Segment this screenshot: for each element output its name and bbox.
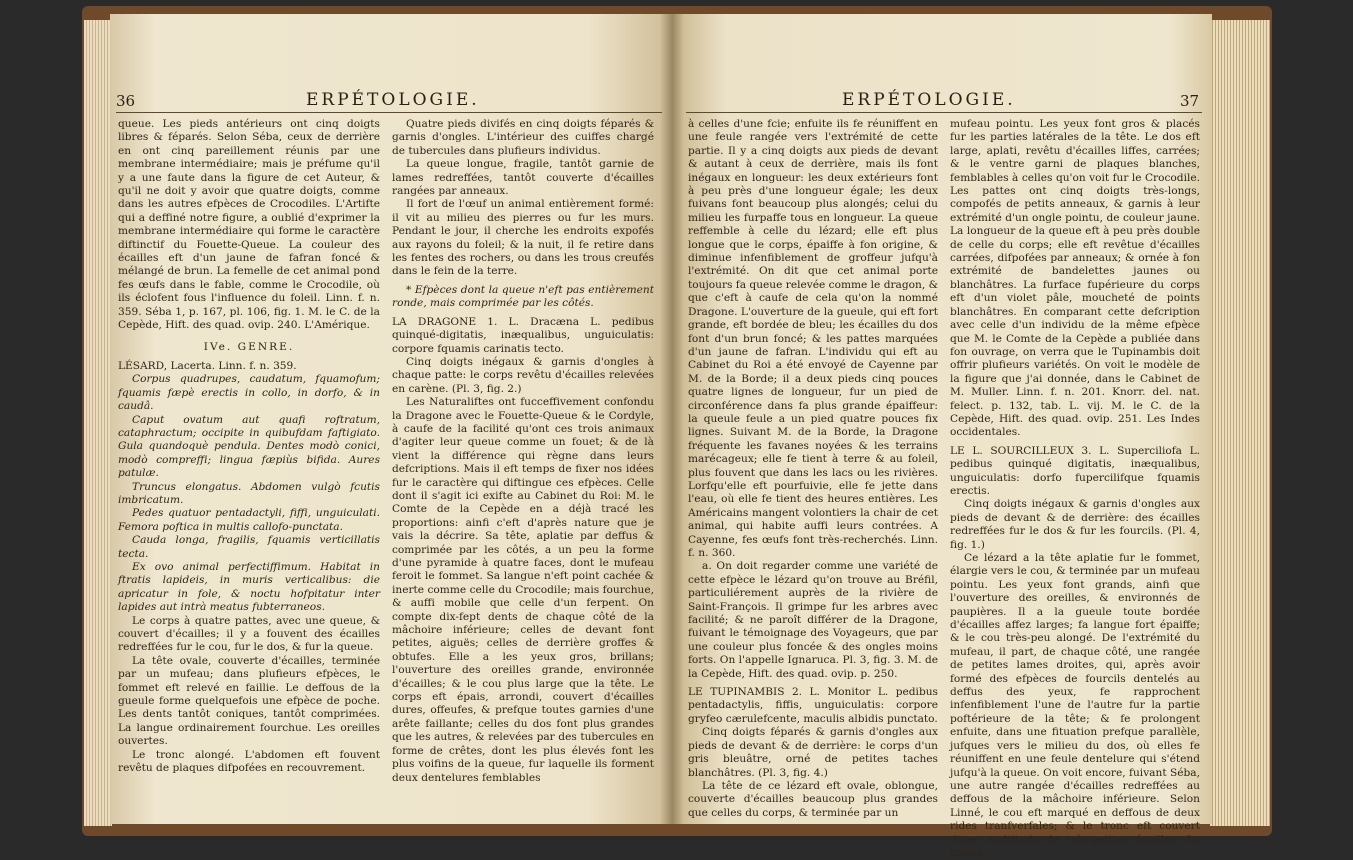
paragraph: Cinq doigts inégaux & garnis d'ongles à chaque patte: le corps revêtu d'écailles relevées en carène. (Pl. 3, fig. 2.) [392,355,654,395]
latin-paragraph: Caput ovatum aut quafi roftratum, cataphractum; occipite in quibufdam faftigiato. Gula quandoquè pendula. Dentes modò conici, modò compreffi; lingua fæpiùs bifida. Aures patulæ. [118,413,380,480]
species-heading: LE L. SOURCILLEUX 3. L. Superciliofa L. pedibus quinqué digitatis, inæqualibus, unguiculatis: dorfo fupercilifque fquamis erectis. [950,444,1200,497]
latin-paragraph: Corpus quadrupes, caudatum, fquamofum; fquamis fæpè erectis in collo, in dorfo, & in caudâ. [118,373,380,413]
left-page [110,14,672,824]
left-page-column-1 [118,118,380,776]
running-head-right: ERPÉTOLOGIE. [842,90,1016,110]
paragraph: La queue longue, fragile, tantôt garnie de lames redreffées, tantôt couverte d'écailles rangées par anneaux. [392,158,654,198]
section-note: * Efpèces dont la queue n'eft pas entièrement ronde, mais comprimée par les côtés. [392,283,654,310]
latin-paragraph: Ex ovo animal perfectiffimum. Habitat in ftratis lapideis, in muris verticalibus: die apricatur in fole, & noctu hofpitatur inter lapides aut intrà meatus fubterraneos. [118,561,380,614]
right-page-column-2 [950,118,1200,860]
left-page-edges [84,20,112,826]
paragraph: à celles d'une fcie; enfuite ils fe réuniffent en une feule rangée vers l'extrémité de cette partie. Il y a cinq doigts aux pieds de devant & autant à ceux de derrière, mais ils font inégaux en longueur: les deux extérieurs font à peu près d'une longueur égale; les deux fuivans font beaucoup plus alongés; celui du milieu les furpaffe tous en longueur. La queue reffemble à celle du lézard; elle eft plus longue que le corps, épaiffe à fon origine, & diminue infenfiblement de groffeur jufqu'à l'extrémité. On dit que cet animal porte toujours fa queue relevée comme le dragon, & que c'eft à caufe de cela qu'on la nommé Dragone. L'ouverture de la gueule, qui eft fort grande, eft bordée de bleu; les écailles du dos font d'un brun foncé; & les pattes marquées d'un jaune de fafran. L'individu qui eft au Cabinet du Roi a été envoyé de Cayenne par M. de la Borde; il a deux pieds cinq pouces quatre lignes de longueur, fur un pied de circonférence dans fa plus grande épaiffeur: la queule feule a un pied quatre pouces fix lignes. Suivant M. de la Borde, la Dragone fréquente les favanes noyées & les terrains marécageux; elle fe tient à terre & au foleil, plus fouvent que dans les lacs ou les rivières. Lorfqu'elle eft pourfuivie, elle fe jette dans l'eau, où elle fe tient des heures entières. Les Américains mangent volontiers la chair de cet animal, qui habite auffi leurs contrées. A Cayenne, fes œufs font très-recherchés. Linn. f. n. 360. [688,118,939,559]
genus-title: LÉSARD, Lacerta. Linn. f. n. 359. [118,359,297,372]
right-page-column-1 [688,118,938,820]
paragraph: queue. Les pieds antérieurs ont cinq doigts libres & féparés. Selon Séba, ceux de derrière en ont cinq pareillement réunis par une membrane intermédiaire; mais je préfume qu'il y a une faute dans la figure de cet Auteur, & qu'il ne doit y avoir que quatre doigts, comme dans les autres efpèces de Crocodiles. L'Artifte qui a deffiné notre figure, a oublié d'exprimer la membrane intermédiaire qui forme le caractère diftinctif du Fouette-Queue. La couleur des écailles eft d'un jaune de fafran foncé & mélangé de brun. La femelle de cet animal pond fes œufs dans le fable, comme le Crocodile, où ils éclofent fous l'influence du foleil. Linn. f. n. 359. Séba 1, p. 167, pl. 106, fig. 1. M. le C. de la Cepède, Hift. des quad. ovip. 240. L'Amérique. [118,118,380,332]
right-page-edges [1210,20,1270,826]
header-rule-right [686,112,1202,113]
header-rule-left [116,112,662,113]
latin-paragraph: Cauda longa, fragilis, fquamis verticillatis tecta. [118,534,380,560]
species-heading: LE TUPINAMBIS 2. L. Monitor L. pedibus pentadactylis, fiffis, unguiculatis: corpore gryfeo cærulefcente, maculis albidis punctato. [688,686,938,725]
latin-paragraph: Truncus elongatus. Abdomen vulgò fcutis imbricatum. [118,480,380,506]
paragraph: a. On doit regarder comme une variété de cette efpèce le lézard qu'on trouve au Bréfil, particuliérement auprès de la rivière de Saint-François. Il grimpe fur les arbres avec facilité; & ne paroît différer de la Dragone, fuivant le témoignage des Voyageurs, que par une couleur plus foncée & des ongles moins forts. On l'appelle Ignaruca. Pl. 3, fig. 3. M. de la Cepède, Hift. des quad. ovip. p. 250. [688,560,938,680]
paragraph: Les Naturaliftes ont fucceffivement confondu la Dragone avec le Fouette-Queue & le Cordyle, à caufe de la facilité qu'ont ces trois animaux d'agiter leur queue comme un fouet; & de là vient la différence qui règne dans leurs defcriptions. Mais il eft temps de fixer nos idées fur le caractère qui diftingue ces efpèces. Celle dont il s'agit ici exifte au Cabinet du Roi: M. le Comte de la Cepède en a déjà tracé les proportions: ainfi c'eft d'après nature que je vais la décrire. Sa tête, aplatie par deffus & comprimée par les côtés, a un peu la forme d'une pyramide à quatre faces, dont le mufeau feroit le fommet. Sa langue n'eft point cachée & inerte comme celle du Crocodile; mais fourchue, & auffi mobile que celle d'un ferpent. On compte dix-fept dents de chaque côté de la mâchoire inférieure; celles de devant font petites, aiguës; celles de derrière groffes & obtufes. Elle a les yeux gros, brillans; l'ouverture des oreilles grande, environnée d'écailles; & le cou plus large que la tête. Le corps eft épais, arrondi, couvert d'écailles dures, offeufes, & prefque toutes garnies d'une arête faillante; celles du dos font plus grandes que les autres, & relevées par des tubercules en forme de crêtes, dont les plus élevés font les plus voifins de la queue, fur laquelle ils forment deux dentelures femblables [392,396,654,784]
running-head-left: ERPÉTOLOGIE. [306,90,480,110]
paragraph: La tête ovale, couverte d'écailles, terminée par un mufeau; dans plufieurs efpèces, le fommet eft relevé en faillie. Le deffous de la gueule forme quelquefois une efpèce de poche. Les dents tantôt coniques, tantôt comprimées. La langue ordinairement fourchue. Les oreilles ouvertes. [118,654,380,748]
page-number-right: 37 [1180,92,1200,110]
paragraph: Le corps à quatre pattes, avec une queue, & couvert d'écailles; il y a fouvent des écailles redreffées fur le cou, fur le dos, & fur la queue. [118,614,380,654]
left-page-column-2 [392,118,654,785]
paragraph: Le tronc alongé. L'abdomen eft fouvent revêtu de plaques difpofées en recouvrement. [118,748,380,775]
species-heading: LA DRAGONE 1. L. Dracæna L. pedibus quinqué-digitatis, inæqualibus, unguiculatis: corpore fquamis carinatis tecto. [392,315,654,355]
paragraph: Quatre pieds divifés en cinq doigts féparés & garnis d'ongles. L'intérieur des cuiffes chargé de tubercules dans plufieurs individus. [392,118,654,157]
paragraph: Ce lézard a la tête aplatie fur le fommet, élargie vers le cou, & terminée par un mufeau pointu. Les yeux font grands, ainfi que l'ouverture des oreilles, & environnés de paupières. Il a la gueule toute bordée d'écailles affez larges; fa langue fort épaiffe; & le cou très-peu alongé. De l'extrémité du mufeau, il part, de chaque côté, une rangée de petites lames droites, qui, après avoir formé des efpèces de fourcils dentelés au deffus des yeux, fe rapprochent infenfiblement l'une de l'autre fur la partie poftérieure de la tête; & fe prolongent enfuite, dans une fituation prefque parallèle, jufques vers le milieu du dos, où elles fe réuniffent en une feule dentelure qui s'étend jufqu'à la queue. On voit encore, fuivant Séba, une autre rangée d'écailles redreffées au deffous de la mâchoire inférieure. Selon Linné, le cou eft marqué en deffous de deux rides tranfverfales; & le tronc eft couvert d'une multitude de très-petites écailles. La queue [950,552,1200,859]
book-gutter [660,14,684,824]
right-page [672,14,1212,859]
paragraph: mufeau pointu. Les yeux font gros & placés fur les parties latérales de la tête. Le dos eft large, aplati, revêtu d'écailles liffes, carrées; & le ventre garni de plaques blanches, femblables à celles qu'on voit fur le Crocodile. Les pattes ont cinq doigts très-longs, compofés de petits anneaux, & garnis à leur extrémité d'un ongle pointu, de couleur jaune. La longueur de la queue eft à peu près double de celle du corps; elle eft revêtue d'écailles carrées, difpofées par anneaux; & ornée à fon extrémité de bandelettes jaunes ou blanchâtres. La furface fupérieure du corps eft d'un violet pâle, moucheté de points blanchâtres. En comparant cette defcription avec celle d'un individu de la même efpèce que M. le Comte de la Cepède a publiée dans fon ouvrage, on verra que le Tupinambis doit offrir plufieurs variétés. On voit le modèle de la figure que j'ai donnée, dans le Cabinet de M. Muller. Linn. f. n. 201. Knorr. del. nat. felect. p. 132, tab. L. vij. M. le C. de la Cepède, Hift. des quad. ovip. 251. Les Indes occidentales. [950,118,1200,439]
latin-paragraph: Pedes quatuor pentadactyli, fiffi, unguiculati. Femora poftica in multis callofo-punctata. [118,507,380,533]
paragraph: Cinq doigts inégaux & garnis d'ongles aux pieds de devant & de derrière: des écailles redreffées fur le dos & fur les fourcils. (Pl. 4, fig. 1.) [950,498,1200,551]
paragraph: La tête de ce lézard eft ovale, oblongue, couverte d'écailles beaucoup plus grandes que celles du corps, & terminée par un [688,779,938,819]
genus-heading: IVe. GENRE. [203,340,295,353]
page-number-left: 36 [116,92,136,110]
paragraph: Cinq doigts féparés & garnis d'ongles aux pieds de devant & de derrière: le corps d'un gris bleuâtre, orné de petites taches blanchâtres. (Pl. 3, fig. 4.) [688,726,938,779]
paragraph: Il fort de l'œuf un animal entièrement formé: il vit au milieu des pierres ou fur les murs. Pendant le jour, il cherche les endroits expofés aux rayons du foleil; & la nuit, il fe retire dans les fentes des rochers, ou dans les trous creufés dans le fein de la terre. [392,198,654,278]
